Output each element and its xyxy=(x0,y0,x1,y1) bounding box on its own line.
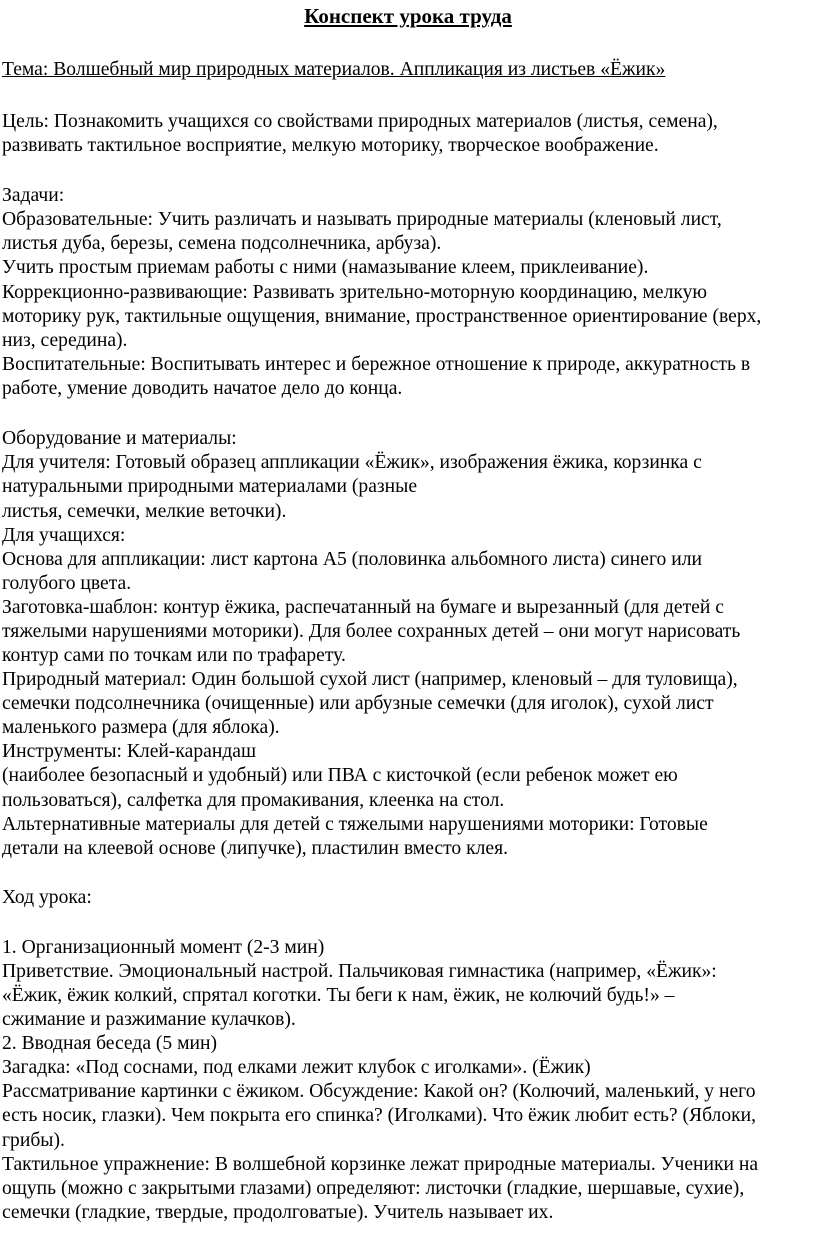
equipment-line: Для учителя: Готовый образец аппликации «Ёжик», изображения ёжика, корзинка с xyxy=(2,452,702,473)
step-line: Загадка: «Под соснами, под елками лежит клубок с иголками». (Ёжик) xyxy=(2,1057,591,1078)
equipment-line: Основа для аппликации: лист картона А5 (половинка альбомного листа) синего или xyxy=(2,549,702,570)
step-line: «Ёжик, ёжик колкий, спрятал коготки. Ты беги к нам, ёжик, не колючий будь!» – xyxy=(2,985,675,1006)
equipment-line: Инструменты: Клей-карандаш xyxy=(2,741,257,762)
tasks-line: Воспитательные: Воспитывать интерес и бережное отношение к природе, аккуратность в xyxy=(2,354,751,375)
equipment-line: маленького размера (для яблока). xyxy=(2,717,280,738)
equipment-line: тяжелыми нарушениями моторики). Для более сохранных детей – они могут нарисовать xyxy=(2,621,741,642)
step-line: 1. Организационный момент (2-3 мин) xyxy=(2,937,325,958)
equipment-line: контур сами по точкам или по трафарету. xyxy=(2,645,346,666)
step-line: сжимание и разжимание кулачков). xyxy=(2,1009,296,1030)
step-line: Приветствие. Эмоциональный настрой. Пальчиковая гимнастика (например, «Ёжик»: xyxy=(2,961,717,982)
step-line: семечки (гладкие, твердые, продолговатые). Учитель называет их. xyxy=(2,1202,554,1223)
step-line: ощупь (можно с закрытыми глазами) определяют: листочки (гладкие, шершавые, сухие), xyxy=(2,1178,745,1199)
equipment-line: голубого цвета. xyxy=(2,573,132,594)
equipment-line: детали на клеевой основе (липучке), пластилин вместо клея. xyxy=(2,838,508,859)
step-line: Тактильное упражнение: В волшебной корзинке лежат природные материалы. Ученики на xyxy=(2,1154,759,1175)
equipment-line: семечки подсолнечника (очищенные) или арбузные семечки (для иголок), сухой лист xyxy=(2,693,714,714)
equipment-line: Заготовка-шаблон: контур ёжика, распечатанный на бумаге и вырезанный (для детей с xyxy=(2,597,724,618)
topic-line: Тема: Волшебный мир природных материалов. Аппликация из листьев «Ёжик» xyxy=(2,59,666,80)
course-heading: Ход урока: xyxy=(2,887,92,908)
equipment-line: (наиболее безопасный и удобный) или ПВА с кисточкой (если ребенок может ею xyxy=(2,765,678,786)
tasks-heading: Задачи: xyxy=(2,185,65,206)
tasks-line: листья дуба, березы, семена подсолнечника, арбуза). xyxy=(2,233,442,254)
equipment-line: Альтернативные материалы для детей с тяжелыми нарушениями моторики: Готовые xyxy=(2,814,708,835)
tasks-line: Учить простым приемам работы с ними (намазывание клеем, приклеивание). xyxy=(2,257,649,278)
tasks-line: Коррекционно-развивающие: Развивать зрительно-моторную координацию, мелкую xyxy=(2,282,708,303)
equipment-line: натуральными природными материалами (разные xyxy=(2,476,418,497)
step-line: Рассматривание картинки с ёжиком. Обсуждение: Какой он? (Колючий, маленький, у него xyxy=(2,1081,756,1102)
equipment-line: Для учащихся: xyxy=(2,525,126,546)
step-line: есть носик, глазки). Чем покрыта его спинка? (Иголками). Что ёжик любит есть? (Яблоки, xyxy=(2,1105,757,1126)
equipment-line: пользоваться), салфетка для промакивания, клеенка на стол. xyxy=(2,790,505,811)
step-line: грибы). xyxy=(2,1130,65,1151)
equipment-line: листья, семечки, мелкие веточки). xyxy=(2,501,287,522)
tasks-line: низ, середина). xyxy=(2,330,128,351)
tasks-line: Образовательные: Учить различать и называть природные материалы (кленовый лист, xyxy=(2,209,722,230)
document-title: Конспект урока труда xyxy=(304,4,512,28)
step-line: 2. Вводная беседа (5 мин) xyxy=(2,1033,218,1054)
goal-line: развивать тактильное восприятие, мелкую моторику, творческое воображение. xyxy=(2,135,659,156)
tasks-line: работе, умение доводить начатое дело до конца. xyxy=(2,378,403,399)
equipment-heading: Оборудование и материалы: xyxy=(2,428,237,449)
equipment-line: Природный материал: Один большой сухой лист (например, кленовый – для туловища), xyxy=(2,669,738,690)
tasks-line: моторику рук, тактильные ощущения, внимание, пространственное ориентирование (верх, xyxy=(2,306,762,327)
goal-line: Цель: Познакомить учащихся со свойствами природных материалов (листья, семена), xyxy=(2,111,718,132)
